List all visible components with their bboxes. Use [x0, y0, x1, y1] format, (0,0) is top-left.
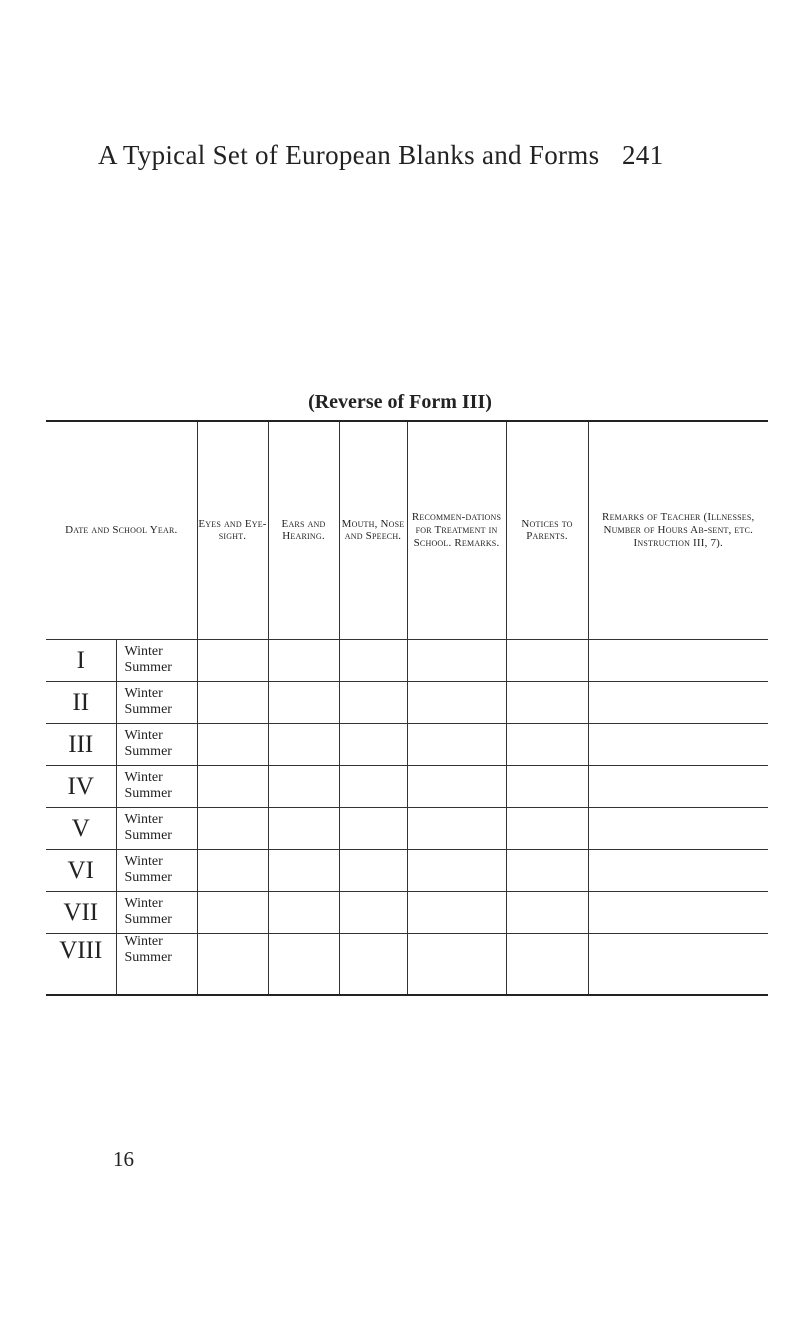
season-label: Summer — [124, 786, 172, 801]
eyes-cell[interactable] — [197, 807, 268, 849]
header-ears: Ears and Hearing. — [268, 421, 339, 639]
header-row — [46, 421, 768, 639]
ears-cell[interactable] — [268, 807, 339, 849]
season-label: Summer — [124, 660, 172, 675]
eyes-cell[interactable] — [197, 681, 268, 723]
notices-cell[interactable] — [506, 891, 588, 933]
table-row — [46, 807, 768, 849]
notices-cell[interactable] — [506, 639, 588, 681]
season-label: Winter — [124, 770, 163, 785]
season-label: Summer — [124, 912, 172, 927]
season-cell — [116, 807, 197, 849]
season-label: Summer — [124, 744, 172, 759]
mouth-cell[interactable] — [339, 639, 407, 681]
folio: 16 — [113, 1147, 134, 1171]
eyes-cell[interactable] — [197, 639, 268, 681]
table-row — [46, 765, 768, 807]
eyes-cell[interactable] — [197, 849, 268, 891]
header-notices: Notices to Parents. — [506, 421, 588, 639]
table-row — [46, 681, 768, 723]
form-subtitle: (Reverse of Form III) — [308, 391, 492, 413]
ears-cell[interactable] — [268, 933, 339, 995]
season-cell — [116, 933, 197, 995]
header-eyes: Eyes and Eye-sight. — [197, 421, 268, 639]
season-label: Winter — [124, 896, 163, 911]
year-numeral: VIII — [46, 933, 116, 995]
header-mouth: Mouth, Nose and Speech. — [339, 421, 407, 639]
ears-cell[interactable] — [268, 723, 339, 765]
season-cell — [116, 681, 197, 723]
running-head — [98, 140, 664, 171]
season-cell — [116, 639, 197, 681]
season-label: Winter — [124, 933, 163, 949]
season-cell — [116, 723, 197, 765]
recommendations-cell[interactable] — [407, 807, 506, 849]
page-number: 241 — [622, 140, 664, 170]
season-label: Summer — [124, 870, 172, 885]
recommendations-cell[interactable] — [407, 891, 506, 933]
eyes-cell[interactable] — [197, 765, 268, 807]
recommendations-cell[interactable] — [407, 723, 506, 765]
table-row — [46, 933, 768, 995]
mouth-cell[interactable] — [339, 933, 407, 995]
season-label: Winter — [124, 728, 163, 743]
eyes-cell[interactable] — [197, 723, 268, 765]
season-label: Summer — [124, 828, 172, 843]
recommendations-cell[interactable] — [407, 933, 506, 995]
notices-cell[interactable] — [506, 807, 588, 849]
notices-cell[interactable] — [506, 723, 588, 765]
season-label: Winter — [124, 644, 163, 659]
ears-cell[interactable] — [268, 639, 339, 681]
season-label: Winter — [124, 854, 163, 869]
season-cell — [116, 891, 197, 933]
header-recommendations: Recommen-dations for Treatment in School. Remarks. — [407, 421, 506, 639]
recommendations-cell[interactable] — [407, 681, 506, 723]
notices-cell[interactable] — [506, 765, 588, 807]
season-label: Winter — [124, 686, 163, 701]
notices-cell[interactable] — [506, 681, 588, 723]
ears-cell[interactable] — [268, 891, 339, 933]
remarks-cell[interactable] — [588, 765, 768, 807]
header-remarks-teacher: Remarks of Teacher (Illnesses, Number of Hours Ab-sent, etc. Instruction III, 7). — [588, 421, 768, 639]
year-numeral: VI — [46, 849, 116, 891]
season-label: Winter — [124, 812, 163, 827]
remarks-cell[interactable] — [588, 723, 768, 765]
school-health-form-table — [46, 420, 768, 996]
mouth-cell[interactable] — [339, 849, 407, 891]
remarks-cell[interactable] — [588, 807, 768, 849]
notices-cell[interactable] — [506, 933, 588, 995]
year-numeral: IV — [46, 765, 116, 807]
mouth-cell[interactable] — [339, 891, 407, 933]
season-label: Summer — [124, 702, 172, 717]
season-cell — [116, 849, 197, 891]
notices-cell[interactable] — [506, 849, 588, 891]
remarks-cell[interactable] — [588, 681, 768, 723]
table-row — [46, 849, 768, 891]
table-row — [46, 891, 768, 933]
remarks-cell[interactable] — [588, 849, 768, 891]
ears-cell[interactable] — [268, 681, 339, 723]
recommendations-cell[interactable] — [407, 765, 506, 807]
eyes-cell[interactable] — [197, 891, 268, 933]
header-date-school-year: Date and School Year. — [46, 421, 197, 639]
season-label: Summer — [124, 949, 172, 965]
mouth-cell[interactable] — [339, 765, 407, 807]
table-row — [46, 639, 768, 681]
year-numeral: III — [46, 723, 116, 765]
recommendations-cell[interactable] — [407, 639, 506, 681]
mouth-cell[interactable] — [339, 807, 407, 849]
recommendations-cell[interactable] — [407, 849, 506, 891]
table-row — [46, 723, 768, 765]
season-cell — [116, 765, 197, 807]
year-numeral: V — [46, 807, 116, 849]
remarks-cell[interactable] — [588, 639, 768, 681]
ears-cell[interactable] — [268, 765, 339, 807]
mouth-cell[interactable] — [339, 723, 407, 765]
year-numeral: VII — [46, 891, 116, 933]
year-numeral: I — [46, 639, 116, 681]
mouth-cell[interactable] — [339, 681, 407, 723]
ears-cell[interactable] — [268, 849, 339, 891]
running-head-title: A Typical Set of European Blanks and Forms — [98, 140, 600, 170]
year-numeral: II — [46, 681, 116, 723]
eyes-cell[interactable] — [197, 933, 268, 995]
remarks-cell[interactable] — [588, 933, 768, 995]
remarks-cell[interactable] — [588, 891, 768, 933]
